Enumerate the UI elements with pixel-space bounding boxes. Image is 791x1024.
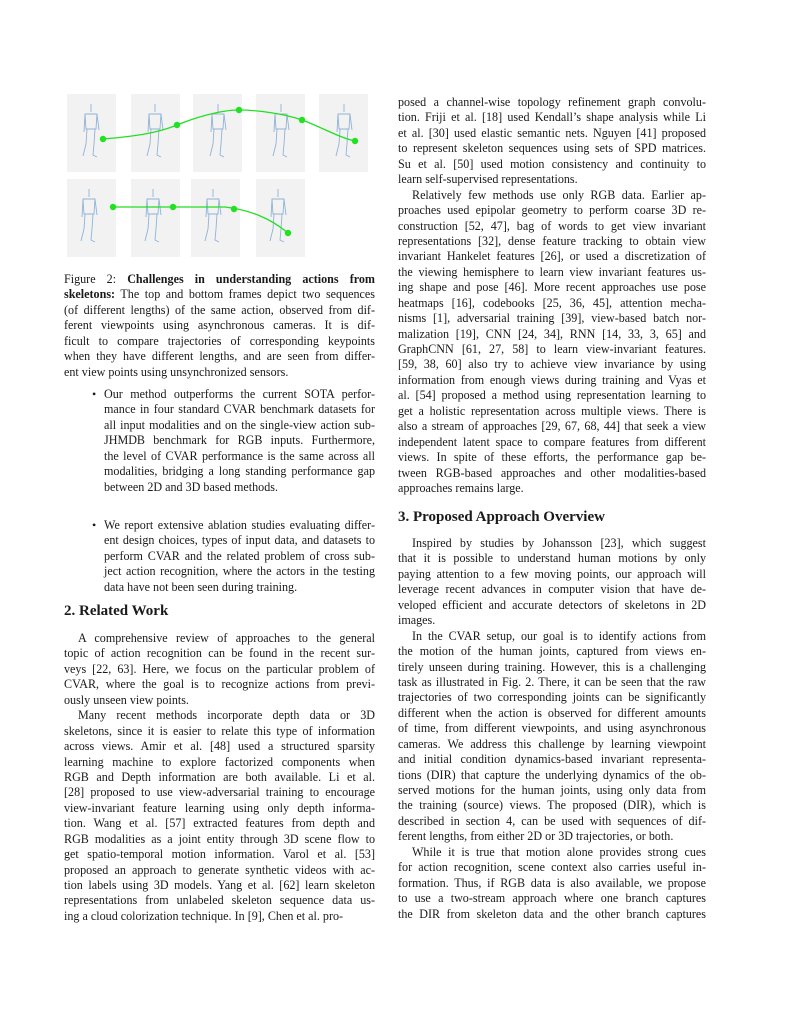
text-line: mance in four standard CVAR benchmark datasets for [104, 402, 375, 417]
text-line: perform CVAR and the related problem of cross sub- [104, 548, 375, 563]
text-line: the training (source) views. The proposed (DIR), which is [398, 798, 706, 813]
text-line: learning machine to explore factorized components when [64, 754, 375, 769]
text-line: described in section 4, can be used with sequences of dif- [398, 813, 706, 828]
bullet-marker: • [92, 387, 97, 401]
text-line: across views. Amir et al. [48] used a structured sparsity [64, 739, 375, 754]
text-line: also a stream of approaches [29, 67, 68, 44] that seek a view [398, 419, 706, 434]
section-heading-related-work: 2. Related Work [64, 603, 169, 619]
text-line: representations [32], dense feature tracking to obtain view [398, 233, 706, 248]
related-work-text-continued [398, 95, 706, 496]
caption-line: Figure 2: Challenges in understanding actions from [64, 272, 375, 286]
text-line: representations from unlabeled skeleton sequence data us- [64, 893, 375, 908]
text-line: invariant Hankelet features [26], or used a discretization of [398, 249, 706, 264]
caption-line: when they have different lengths, and are seen from differ- [64, 349, 375, 364]
text-line: [28] proposed to use view-adversarial training to encourage [64, 785, 375, 800]
text-line: ent design choices, types of input data, and datasets to [104, 533, 375, 548]
caption-line: (of different lengths) of the same action, observed from dif- [64, 302, 375, 317]
text-line: views. In spite of these efforts, the performance gap be- [398, 450, 706, 465]
text-line: topic of action recognition can be found in the recent sur- [64, 646, 375, 661]
text-line: paying attention to a few moving points, our approach will [398, 566, 706, 581]
text-line: the viewing hemisphere to learn view invariant features us- [398, 264, 706, 279]
text-line: trajectories of two corresponding joints can be significantly [398, 690, 706, 705]
text-line: tion. Friji et al. [18] used Kendall’s shape analysis while Li [398, 110, 706, 125]
text-line: JHMDB benchmark for RGB inputs. Furthermore, [104, 433, 375, 448]
text-line: ously unseen view points. [64, 692, 189, 707]
text-line: ject action recognition, where the actors in the testing [104, 564, 375, 579]
text-line: of time, from different viewpoints, and using asynchronous [398, 721, 706, 736]
text-line: skeletons, since it is easier to relate this type of information [64, 723, 375, 738]
text-line: CVAR, where the goal is to recognize actions from previ- [64, 677, 375, 692]
text-line: veys [22, 63]. Here, we focus on the particular problem of [64, 661, 375, 676]
text-line: modalities, bridging a long standing performance gap [104, 464, 375, 479]
text-line: between 2D and 3D based methods. [104, 479, 278, 494]
caption-line: ficult to compare trajectories of corresponding keypoints [64, 333, 375, 348]
text-line: ferent lengths, from either 2D or 3D trajectories, or both. [398, 829, 674, 844]
related-work-text [64, 631, 375, 924]
text-line: the DIR from skeleton data and the other branch captures [398, 906, 706, 921]
text-line: construction [52, 47], bag of words to get view invariant [398, 218, 706, 233]
text-line: tion. Wang et al. [57] extracted features from depth and [64, 816, 375, 831]
text-line: nisms [1], adversarial training [39], view-based batch nor- [398, 311, 706, 326]
text-line: the level of CVAR performance is the same across all [104, 448, 375, 463]
text-line: proposed an approach to generate synthetic videos with ac- [64, 862, 375, 877]
text-line: all input modalities and on the single-view action sub- [104, 417, 375, 432]
text-line: that it is possible to understand human motions by only [398, 551, 706, 566]
text-line: tween RGB-based approaches and other modalities-based [398, 465, 706, 480]
text-line: learn self-supervised representations. [398, 172, 578, 187]
section-heading-proposed-approach: 3. Proposed Approach Overview [398, 509, 605, 525]
text-line: the motion of the human joints, captured from views en- [398, 644, 706, 659]
contribution-bullet-2 [104, 518, 375, 595]
text-line: Our method outperforms the current SOTA perfor- [104, 387, 375, 401]
text-line: ing a cloud colorization technique. In [9], Chen et al. pro- [64, 908, 344, 923]
text-line: formation. Thus, if RGB data is also available, we propose [398, 875, 706, 890]
frame-top-1 [67, 94, 116, 172]
text-line: posed a channel-wise topology refinement graph convolu- [398, 95, 706, 109]
text-line: heatmaps [16], codebooks [25, 36, 45], attention mecha- [398, 295, 706, 310]
frame-bottom-3 [191, 179, 240, 257]
frame-top-4 [256, 94, 305, 172]
text-line: information from enough views during training and Vyas et [398, 372, 706, 387]
text-line: ing shape and pose [46]. More recent approaches use pose [398, 280, 706, 295]
text-line: While it is true that motion alone provides strong cues [412, 844, 706, 859]
frame-bottom-2 [131, 179, 180, 257]
text-line: et al. [30] used elastic semantic nets. Nguyen [41] proposed [398, 125, 706, 140]
text-line: A comprehensive review of approaches to the general [78, 631, 375, 645]
frame-top-3 [193, 94, 242, 172]
text-line: approaches remains large. [398, 480, 524, 495]
figure-2-skeleton-sequences [60, 85, 380, 265]
skeleton-frames [67, 94, 368, 257]
text-line: Relatively few methods use only RGB data. Earlier ap- [412, 187, 706, 202]
text-line: RGB and Depth information are both available. Li et al. [64, 769, 375, 784]
text-line: tirely unseen during training. However, this is a challenging [398, 659, 706, 674]
text-line: get spatio-temporal motion information. Varol et al. [53] [64, 847, 375, 862]
text-line: Inspired by studies by Johansson [23], which suggest [412, 536, 706, 550]
text-line: Su et al. [50] used motion consistency and continuity to [398, 156, 706, 171]
text-line: for action recognition, scene context also carries useful in- [398, 860, 706, 875]
text-line: get a holistic representation across multiple views. There is [398, 403, 706, 418]
text-line: tions (DIR) that capture the underlying dynamics of the ob- [398, 767, 706, 782]
text-line: veloped efficient and accurate detectors of skeletons in 2D [398, 597, 706, 612]
bullet-marker: • [92, 518, 97, 532]
text-line: leverage recent advances in computer vision that have de- [398, 582, 706, 597]
text-line: served motions for the human joints, using only data from [398, 783, 706, 797]
text-line: task as illustrated in Fig. 2. There, it can be seen that the raw [398, 674, 706, 689]
text-line: cameras. We address this challenge by learning viewpoint [398, 736, 706, 751]
frame-top-5 [319, 94, 368, 172]
text-line: view-invariant feature learning using only depth informa- [64, 800, 375, 815]
text-line: images. [398, 613, 436, 628]
text-line: GraphCNN [61, 27, 58] to learn view-invariant features. [398, 342, 706, 356]
text-line: different when the action is observed for different amounts [398, 705, 706, 720]
text-line: malization [19], CNN [24, 34], RNN [14, 33, 3, 65] and [398, 326, 706, 341]
text-line: proaches used epipolar geometry to perform coarse 3D re- [398, 203, 706, 218]
text-line: Many recent methods incorporate depth data or 3D [78, 708, 375, 723]
text-line: We report extensive ablation studies evaluating differ- [104, 518, 375, 532]
caption-line: ent view points using unsynchronized sensors. [64, 364, 289, 379]
text-line: data have not been seen during training. [104, 579, 298, 594]
frame-bottom-1 [67, 179, 116, 257]
text-line: RGB modalities as a joint entity through 3D scene flow to [64, 831, 375, 846]
contribution-bullet-1 [104, 387, 375, 495]
text-line: and initial condition dynamics-based invariant representa- [398, 752, 706, 767]
figure-caption [64, 272, 375, 380]
caption-line: ferent viewpoints using asynchronous cameras. It is dif- [64, 318, 375, 333]
caption-line: skeletons: The top and bottom frames depict two sequences [64, 287, 375, 302]
text-line: al. [54] proposed a method using representation learning to [398, 388, 706, 403]
proposed-approach-text [398, 536, 706, 922]
text-line: [59, 38, 60] also try to achieve view invariance by using [398, 357, 706, 372]
text-line: independent latent space to compare features from different [398, 434, 706, 449]
text-line: tion labels using 3D models. Yang et al. [62] learn skeleton [64, 878, 375, 892]
frame-top-2 [131, 94, 180, 172]
text-line: to use a two-stream approach where one branch captures [398, 891, 706, 906]
text-line: In the CVAR setup, our goal is to identify actions from [412, 628, 706, 643]
text-line: to represent skeleton sequences using sets of SPD matrices. [398, 141, 706, 156]
